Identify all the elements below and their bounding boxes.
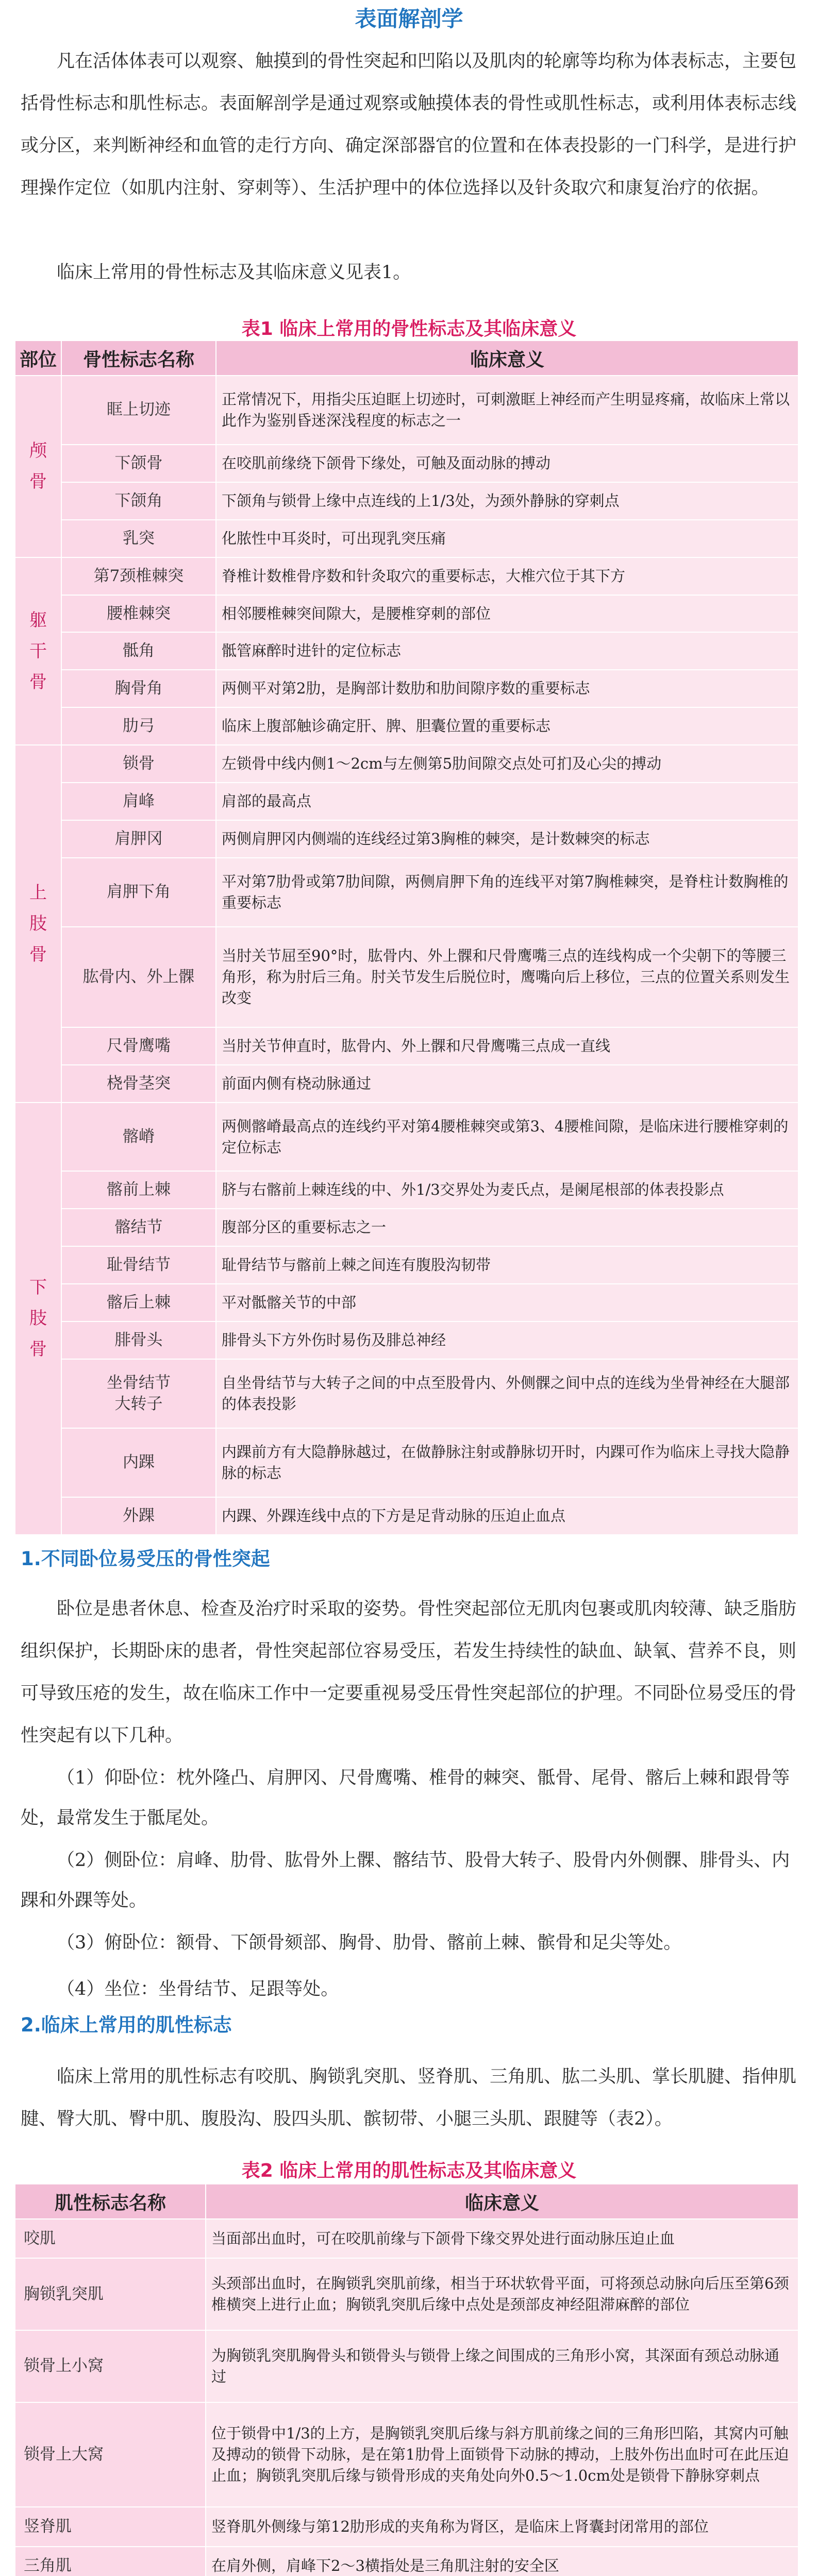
landmark-name: 锁骨 — [61, 745, 216, 783]
landmark-meaning: 骶管麻醉时进针的定位标志 — [216, 632, 798, 670]
muscle-landmark-name: 三角肌 — [15, 2547, 206, 2576]
table-row — [15, 1209, 798, 1246]
list-item-text: 坐骨结节、足跟等处。 — [158, 1979, 339, 1999]
landmark-name: 下颌骨 — [61, 445, 216, 482]
list-item-label: （4）坐位： — [57, 1979, 159, 1999]
table-part-cell: 颅 骨 — [15, 376, 61, 557]
muscle-landmark-name: 锁骨上小窝 — [15, 2330, 206, 2402]
landmark-name: 腓骨头 — [61, 1321, 216, 1359]
table-row — [15, 1246, 798, 1284]
landmark-name: 尺骨鹰嘴 — [61, 1027, 216, 1065]
muscle-landmark-meaning: 竖脊肌外侧缘与第12肋形成的夹角称为肾区，是临床上肾囊封闭常用的部位 — [206, 2507, 798, 2546]
muscle-landmark-meaning: 位于锁骨中1/3的上方，是胸锁乳突肌后缘与斜方肌前缘之间的三角形凹陷，其窝内可触及搏动的锁骨下动脉，是在第1肋骨上面锁骨下动脉的搏动，上肢外伤出血时可在此压迫止血；胸锁乳突肌后缘与锁骨形成的夹角处向外0.5～1.0cm处是锁骨下静脉穿刺点 — [206, 2402, 798, 2507]
list-item-label: （3）俯卧位： — [57, 1933, 177, 1953]
table-row — [15, 1103, 798, 1172]
table-header-row — [15, 341, 798, 376]
landmark-name: 肋弓 — [61, 707, 216, 745]
header-landmark: 骨性标志名称 — [61, 341, 216, 376]
table-part-cell: 躯 干 骨 — [15, 557, 61, 745]
table-row — [15, 1171, 798, 1209]
landmark-name: 胸骨角 — [61, 670, 216, 707]
table-row — [15, 1027, 798, 1065]
table-row — [15, 858, 798, 927]
landmark-meaning: 前面内侧有桡动脉通过 — [216, 1065, 798, 1103]
landmark-name: 桡骨茎突 — [61, 1065, 216, 1103]
landmark-name: 骶角 — [61, 632, 216, 670]
intro-paragraph: 凡在活体体表可以观察、触摸到的骨性突起和凹陷以及肌肉的轮廓等均称为体表标志，主要包括骨性标志和肌性标志。表面解剖学是通过观察或触摸体表的骨性或肌性标志，或利用体表标志线或分区，来判断神经和血管的走行方向、确定深部器官的位置和在体表投影的一门科学，是进行护理操作定位（如肌内注射、穿刺等）、生活护理中的体位选择以及针灸取穴和康复治疗的依据。 — [21, 51, 797, 198]
landmark-name: 乳突 — [61, 520, 216, 557]
list-item-text: 额骨、下颌骨颏部、胸骨、肋骨、髂前上棘、髌骨和足尖等处。 — [176, 1933, 682, 1953]
table-row — [15, 2402, 798, 2507]
table-row — [15, 670, 798, 707]
table-header-row — [15, 2184, 798, 2219]
muscle-landmark-meaning: 为胸锁乳突肌胸骨头和锁骨头与锁骨上缘之间围成的三角形小窝，其深面有颈总动脉通过 — [206, 2330, 798, 2402]
muscle-landmark-name: 胸锁乳突肌 — [15, 2258, 206, 2330]
landmark-meaning: 两侧平对第2肋，是胸部计数肋和肋间隙序数的重要标志 — [216, 670, 798, 707]
landmark-name: 第7颈椎棘突 — [61, 557, 216, 595]
table-row — [15, 2330, 798, 2402]
landmark-name: 腰椎棘突 — [61, 595, 216, 633]
bony-landmarks-table — [14, 340, 799, 1535]
list-item-label: （1）仰卧位： — [57, 1768, 177, 1788]
landmark-meaning: 正常情况下，用指尖压迫眶上切迹时，可刺激眶上神经而产生明显疼痛，故临床上常以此作为鉴别昏迷深浅程度的标志之一 — [216, 376, 798, 445]
table2-caption: 表2 临床上常用的肌性标志及其临床意义 — [241, 2160, 577, 2181]
landmark-name: 髂前上棘 — [61, 1171, 216, 1209]
landmark-name: 肩胛下角 — [61, 858, 216, 927]
section2-heading: 2.临床上常用的肌性标志 — [21, 2014, 232, 2036]
landmark-meaning: 相邻腰椎棘突间隙大，是腰椎穿刺的部位 — [216, 595, 798, 633]
landmark-meaning: 腓骨头下方外伤时易伤及腓总神经 — [216, 1321, 798, 1359]
landmark-name: 坐骨结节 大转子 — [61, 1359, 216, 1428]
list-item — [21, 1969, 799, 2009]
table-row — [15, 1321, 798, 1359]
table-row — [15, 557, 798, 595]
landmark-meaning: 平对骶髂关节的中部 — [216, 1284, 798, 1321]
muscular-landmarks-table — [14, 2183, 799, 2576]
table-row — [15, 2507, 798, 2546]
landmark-meaning: 脐与右髂前上棘连线的中、外1/3交界处为麦氏点，是阑尾根部的体表投影点 — [216, 1171, 798, 1209]
landmark-meaning: 当肘关节屈至90°时，肱骨内、外上髁和尺骨鹰嘴三点的连线构成一个尖朝下的等腰三角形，称为肘后三角。肘关节发生后脱位时，鹰嘴向后上移位，三点的位置关系则发生改变 — [216, 927, 798, 1027]
landmark-name: 肩胛冈 — [61, 820, 216, 858]
list-item-text: 枕外隆凸、肩胛冈、尺骨鹰嘴、椎骨的棘突、骶骨、尾骨、髂后上棘和跟骨等处，最常发生于骶尾处。 — [21, 1768, 790, 1828]
landmark-meaning: 肩部的最高点 — [216, 783, 798, 820]
header-meaning: 临床意义 — [216, 341, 798, 376]
table-row — [15, 783, 798, 820]
table-row — [15, 707, 798, 745]
header-landmark: 肌性标志名称 — [15, 2184, 206, 2219]
landmark-name: 髂结节 — [61, 1209, 216, 1246]
landmark-meaning: 耻骨结节与髂前上棘之间连有腹股沟韧带 — [216, 1246, 798, 1284]
table1-reference: 临床上常用的骨性标志及其临床意义见表1。 — [57, 262, 411, 283]
landmark-name: 内踝 — [61, 1428, 216, 1497]
page-title: 表面解剖学 — [355, 6, 463, 31]
muscle-landmark-meaning: 当面部出血时，可在咬肌前缘与下颌骨下缘交界处进行面动脉压迫止血 — [206, 2219, 798, 2258]
muscle-landmark-meaning: 头颈部出血时，在胸锁乳突肌前缘，相当于环状软骨平面，可将颈总动脉向后压至第6颈椎横突上进行止血；胸锁乳突肌后缘中点处是颈部皮神经阻滞麻醉的部位 — [206, 2258, 798, 2330]
table-row — [15, 376, 798, 445]
landmark-name: 下颌角 — [61, 482, 216, 520]
landmark-meaning: 两侧肩胛冈内侧端的连线经过第3胸椎的棘突，是计数棘突的标志 — [216, 820, 798, 858]
table-part-cell: 上 肢 骨 — [15, 745, 61, 1102]
landmark-name: 肩峰 — [61, 783, 216, 820]
table-row — [15, 927, 798, 1027]
list-item-label: （2）侧卧位： — [57, 1850, 177, 1871]
list-item — [21, 1840, 799, 1921]
table-row — [15, 520, 798, 557]
landmark-meaning: 下颌角与锁骨上缘中点连线的上1/3处，为颈外静脉的穿刺点 — [216, 482, 798, 520]
table-row — [15, 482, 798, 520]
landmark-name: 髂后上棘 — [61, 1284, 216, 1321]
landmark-name: 眶上切迹 — [61, 376, 216, 445]
list-item — [21, 1923, 799, 1963]
table-row — [15, 1359, 798, 1428]
landmark-meaning: 两侧髂嵴最高点的连线约平对第4腰椎棘突或第3、4腰椎间隙，是临床进行腰椎穿刺的定位标志 — [216, 1103, 798, 1172]
section1-heading: 1.不同卧位易受压的骨性突起 — [21, 1548, 270, 1570]
muscle-landmark-name: 锁骨上大窝 — [15, 2402, 206, 2507]
table-row — [15, 1065, 798, 1103]
table-part-cell: 下 肢 骨 — [15, 1103, 61, 1535]
table-row — [15, 820, 798, 858]
table-row — [15, 595, 798, 633]
landmark-name: 肱骨内、外上髁 — [61, 927, 216, 1027]
landmark-name: 髂嵴 — [61, 1103, 216, 1172]
table-row — [15, 1497, 798, 1535]
landmark-meaning: 自坐骨结节与大转子之间的中点至股骨内、外侧髁之间中点的连线为坐骨神经在大腿部的体表投影 — [216, 1359, 798, 1428]
section2-paragraph: 临床上常用的肌性标志有咬肌、胸锁乳突肌、竖脊肌、三角肌、肱二头肌、掌长肌腱、指伸肌腱、臀大肌、臀中肌、腹股沟、股四头肌、髌韧带、小腿三头肌、跟腱等（表2）。 — [21, 2066, 797, 2129]
landmark-meaning: 当肘关节伸直时，肱骨内、外上髁和尺骨鹰嘴三点成一直线 — [216, 1027, 798, 1065]
list-item-text: 肩峰、肋骨、肱骨外上髁、髂结节、股骨大转子、股骨内外侧髁、腓骨头、内踝和外踝等处。 — [21, 1850, 790, 1911]
landmark-meaning: 平对第7肋骨或第7肋间隙，两侧肩胛下角的连线平对第7胸椎棘突，是脊柱计数胸椎的重要标志 — [216, 858, 798, 927]
landmark-meaning: 在咬肌前缘绕下颌骨下缘处，可触及面动脉的搏动 — [216, 445, 798, 482]
table-row — [15, 1284, 798, 1321]
list-item — [21, 1758, 799, 1838]
landmark-meaning: 腹部分区的重要标志之一 — [216, 1209, 798, 1246]
table-row — [15, 1428, 798, 1497]
muscle-landmark-meaning: 在肩外侧，肩峰下2～3横指处是三角肌注射的安全区 — [206, 2547, 798, 2576]
table-row — [15, 2258, 798, 2330]
landmark-meaning: 化脓性中耳炎时，可出现乳突压痛 — [216, 520, 798, 557]
muscle-landmark-name: 竖脊肌 — [15, 2507, 206, 2546]
header-meaning: 临床意义 — [206, 2184, 798, 2219]
table-row — [15, 2219, 798, 2258]
table-row — [15, 745, 798, 783]
muscle-landmark-name: 咬肌 — [15, 2219, 206, 2258]
table1-caption: 表1 临床上常用的骨性标志及其临床意义 — [241, 318, 577, 340]
landmark-meaning: 内踝、外踝连线中点的下方是足背动脉的压迫止血点 — [216, 1497, 798, 1535]
landmark-meaning: 临床上腹部触诊确定肝、脾、胆囊位置的重要标志 — [216, 707, 798, 745]
landmark-name: 耻骨结节 — [61, 1246, 216, 1284]
landmark-meaning: 内踝前方有大隐静脉越过，在做静脉注射或静脉切开时，内踝可作为临床上寻找大隐静脉的标志 — [216, 1428, 798, 1497]
header-part: 部位 — [15, 341, 61, 376]
landmark-name: 外踝 — [61, 1497, 216, 1535]
table-row — [15, 2547, 798, 2576]
table-row — [15, 632, 798, 670]
section1-paragraph: 卧位是患者休息、检查及治疗时采取的姿势。骨性突起部位无肌肉包裹或肌肉较薄、缺乏脂肪组织保护，长期卧床的患者，骨性突起部位容易受压，若发生持续性的缺血、缺氧、营养不良，则可导致压疮的发生，故在临床工作中一定要重视易受压骨性突起部位的护理。不同卧位易受压的骨性突起有以下几种。 — [21, 1599, 797, 1746]
landmark-meaning: 左锁骨中线内侧1～2cm与左侧第5肋间隙交点处可扪及心尖的搏动 — [216, 745, 798, 783]
table-row — [15, 445, 798, 482]
landmark-meaning: 脊椎计数椎骨序数和针灸取穴的重要标志，大椎穴位于其下方 — [216, 557, 798, 595]
